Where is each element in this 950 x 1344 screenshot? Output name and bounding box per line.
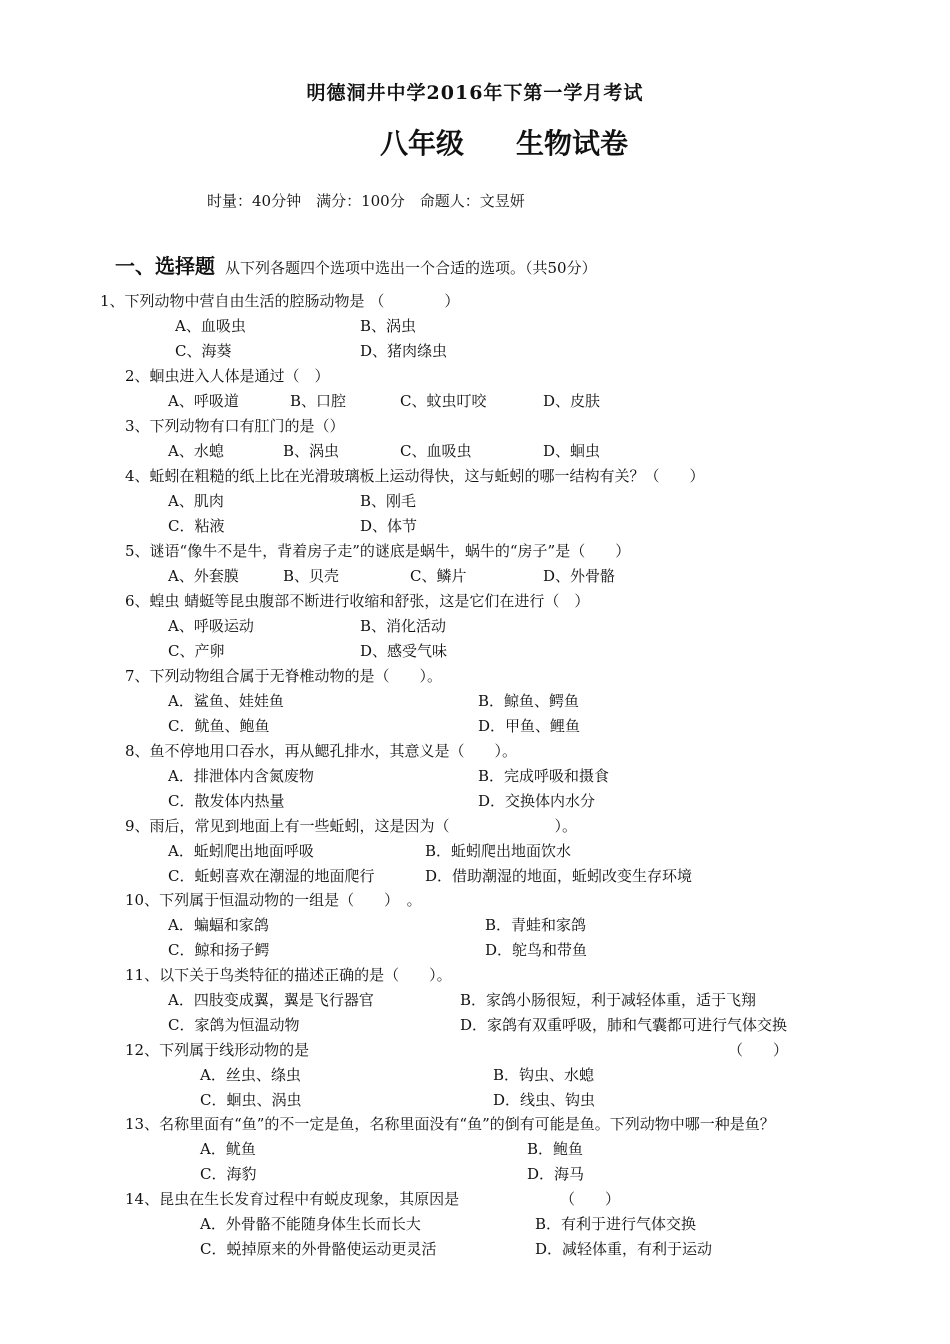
section-title: 一、选择题 [115,254,215,278]
option: A．蝙蝠和家鸽 [168,916,269,934]
option: C．蛔虫、涡虫 [200,1091,302,1109]
option: A、外套膜 [168,567,239,585]
option: D．减轻体重，有利于运动 [535,1240,713,1258]
option: B、涡虫 [283,442,340,460]
question-6: 6、蝗虫 蜻蜓等昆虫腹部不断进行收缩和舒张，这是它们在进行（ ） [125,592,590,610]
option: B．钩虫、水螅 [493,1066,595,1084]
option: B．鲍鱼 [527,1140,584,1158]
question-7: 7、下列动物组合属于无脊椎动物的是（ ）。 [125,667,443,685]
option: A．鱿鱼 [200,1140,256,1158]
option: A、肌肉 [168,492,224,510]
option: C．粘液 [168,517,225,535]
option: A、呼吸道 [168,392,239,410]
option: B、贝壳 [283,567,340,585]
question-9: 9、雨后，常见到地面上有一些蚯蚓，这是因为（ ）。 [125,817,578,835]
grade-label: 八年级 [380,127,465,160]
option: D、蛔虫 [543,442,601,460]
option: B．家鸽小肠很短，利于减轻体重，适于飞翔 [460,991,757,1009]
exam-title [380,122,628,162]
question-3: 3、下列动物有口有肛门的是（） [125,417,345,435]
question-13: 13、名称里面有“鱼”的不一定是鱼，名称里面没有“鱼”的倒有可能是鱼。下列动物中哪一种是鱼？ [125,1115,775,1133]
option: A、呼吸运动 [168,617,254,635]
option: A．排泄体内含氮废物 [168,767,314,785]
option: A、血吸虫 [175,317,246,335]
option: D．借助潮湿的地面，蚯蚓改变生存环境 [425,867,693,885]
option: B．完成呼吸和摄食 [478,767,610,785]
option: D、感受气味 [360,642,448,660]
option: B．鲸鱼、鳄鱼 [478,692,580,710]
option: A．四肢变成翼，翼是飞行器官 [168,991,374,1009]
option: A、水螅 [168,442,224,460]
option: B、消化活动 [360,617,447,635]
school-title: 明德洞井中学2016年下第一学月考试 [306,82,644,104]
option: A．外骨骼不能随身体生长而长大 [200,1215,421,1233]
option: A．鲨鱼、娃娃鱼 [168,692,284,710]
option: C、蚊虫叮咬 [400,392,487,410]
option: C．家鸽为恒温动物 [168,1016,300,1034]
question-1: 1、下列动物中营自由生活的腔肠动物是 （ ） [100,292,460,310]
option: D．海马 [527,1165,585,1183]
question-10: 10、下列属于恒温动物的一组是（ ） 。 [125,891,422,909]
option: A．丝虫、绦虫 [200,1066,301,1084]
option: C．蚯蚓喜欢在潮湿的地面爬行 [168,867,375,885]
option: A．蚯蚓爬出地面呼吸 [168,842,314,860]
option: B、涡虫 [360,317,417,335]
option: C．鱿鱼、鲍鱼 [168,717,270,735]
option: C．鲸和扬子鳄 [168,941,270,959]
option: B、刚毛 [360,492,417,510]
option: C、血吸虫 [400,442,472,460]
question-8: 8、鱼不停地用口吞水，再从鳃孔排水，其意义是（ ）。 [125,742,518,760]
option: D．鸵鸟和带鱼 [485,941,588,959]
option: B．蚯蚓爬出地面饮水 [425,842,572,860]
option: D．交换体内水分 [478,792,596,810]
question-11: 11、以下关于鸟类特征的描述正确的是（ ）。 [125,966,452,984]
subject-label: 生物试卷 [516,127,629,160]
option: D．家鸽有双重呼吸，肺和气囊都可进行气体交换 [460,1016,788,1034]
option: D．甲鱼、鲤鱼 [478,717,581,735]
option: B、口腔 [290,392,347,410]
option: C．蜕掉原来的外骨骼使运动更灵活 [200,1240,437,1258]
answer-blank: （ ） [728,1041,789,1059]
option: C．海豹 [200,1165,257,1183]
question-12: 12、下列属于线形动物的是 [125,1041,310,1059]
question-4: 4、蚯蚓在粗糙的纸上比在光滑玻璃板上运动得快，这与蚯蚓的哪一结构有关？（ ） [125,467,705,485]
option: B．有利于进行气体交换 [535,1215,697,1233]
question-2: 2、蛔虫进入人体是通过（ ） [125,367,330,385]
option: C、产卵 [168,642,225,660]
question-5: 5、谜语“像牛不是牛，背着房子走”的谜底是蜗牛，蜗牛的“房子”是（ ） [125,542,631,560]
section-header [115,250,597,279]
option: D、体节 [360,517,418,535]
exam-meta: 时量：40分钟 满分：100分 命题人：文昱妍 [207,192,525,210]
option: C、海葵 [175,342,232,360]
answer-blank: （ ） [560,1190,621,1208]
option: B．青蛙和家鸽 [485,916,587,934]
option: D、外骨骼 [543,567,616,585]
section-instruction: 从下列各题四个选项中选出一个合适的选项。（共50分） [225,259,597,277]
option: D、皮肤 [543,392,601,410]
option: C．散发体内热量 [168,792,285,810]
option: D．线虫、钩虫 [493,1091,596,1109]
question-14: 14、昆虫在生长发育过程中有蜕皮现象，其原因是 [125,1190,460,1208]
option: C、鳞片 [410,567,467,585]
option: D、猪肉绦虫 [360,342,448,360]
